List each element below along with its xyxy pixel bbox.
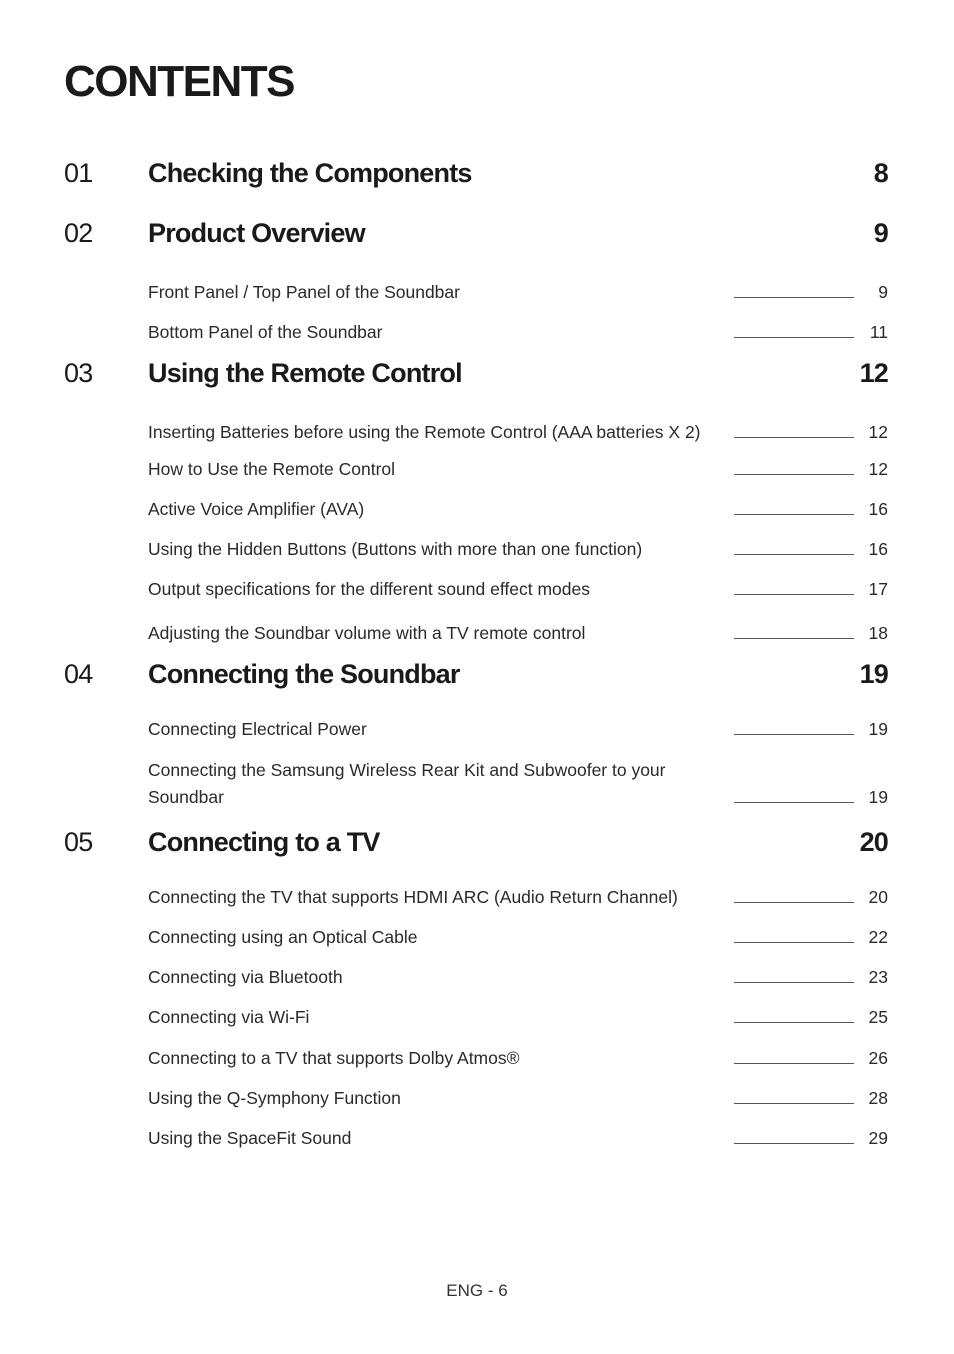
entry-title[interactable]: Connecting to a TV that supports Dolby Atmos® [148,1048,520,1068]
entry-page-number: 26 [868,1048,888,1068]
chapter-page-number: 9 [873,218,888,248]
entry-title[interactable]: Active Voice Amplifier (AVA) [148,499,365,519]
leader-line [734,514,854,515]
chapter-page-number: 20 [859,827,888,857]
entry-title[interactable]: Connecting via Bluetooth [148,967,343,987]
chapter-title[interactable]: Product Overview [148,218,365,248]
entry-page-number: 28 [868,1088,888,1108]
toc-entry[interactable] [0,1125,954,1152]
entry-page-number: 12 [868,459,888,479]
entry-page-number: 23 [868,967,888,987]
entry-title[interactable]: Using the Q-Symphony Function [148,1088,401,1108]
entry-page-number: 11 [869,322,888,342]
entry-title[interactable]: Connecting via Wi-Fi [148,1007,310,1027]
toc-entry[interactable] [0,884,954,911]
entry-page-number: 20 [868,887,888,907]
leader-line [734,554,854,555]
chapter-page-number: 19 [859,659,888,689]
toc-entry[interactable] [0,536,954,563]
toc-chapter[interactable] [0,654,954,694]
entry-page-number: 22 [868,927,888,947]
leader-line [734,982,854,983]
toc-entry[interactable] [0,1004,954,1031]
leader-line [734,802,854,803]
entry-title[interactable]: Inserting Batteries before using the Remote Control (AAA batteries X 2) [148,422,701,442]
page-title: CONTENTS [64,57,294,106]
entry-page-number: 25 [868,1007,888,1027]
chapter-page-number: 8 [873,158,888,188]
entry-page-number: 17 [868,579,888,599]
entry-title[interactable]: Output specifications for the different sound effect modes [148,579,590,599]
leader-line [734,437,854,438]
toc-entry[interactable] [0,496,954,523]
toc-entry[interactable] [0,456,954,483]
leader-line [734,297,854,298]
entry-page-number: 16 [868,499,888,519]
leader-line [734,337,854,338]
entry-title[interactable]: Connecting using an Optical Cable [148,927,418,947]
entry-title[interactable]: Using the SpaceFit Sound [148,1128,352,1148]
chapter-title[interactable]: Connecting to a TV [148,827,380,857]
chapter-title[interactable]: Checking the Components [148,158,472,188]
leader-line [734,1143,854,1144]
leader-line [734,942,854,943]
leader-line [734,594,854,595]
toc-entry[interactable] [0,319,954,346]
chapter-number: 01 [64,158,93,188]
entry-title[interactable]: Adjusting the Soundbar volume with a TV remote control [148,623,586,643]
entry-title[interactable]: Connecting Electrical Power [148,719,367,739]
toc-entry[interactable] [0,620,954,647]
toc-chapter[interactable] [0,353,954,393]
toc-entry[interactable] [0,964,954,991]
chapter-number: 02 [64,218,93,248]
entry-page-number: 18 [868,623,888,643]
toc-chapter[interactable] [0,153,954,193]
entry-title[interactable]: Bottom Panel of the Soundbar [148,322,383,342]
entry-title[interactable]: Front Panel / Top Panel of the Soundbar [148,282,460,302]
entry-title[interactable]: How to Use the Remote Control [148,459,396,479]
entry-page-number: 19 [868,719,888,739]
chapter-page-number: 12 [859,358,888,388]
entry-page-number: 16 [868,539,888,559]
entry-page-number: 9 [878,282,888,302]
leader-line [734,638,854,639]
leader-line [734,902,854,903]
entry-title[interactable]: Using the Hidden Buttons (Buttons with more than one function) [148,539,643,559]
page-footer: ENG - 6 [446,1281,508,1300]
toc-entry[interactable] [0,279,954,306]
entry-page-number: 29 [868,1128,888,1148]
toc-entry[interactable] [0,924,954,951]
leader-line [734,734,854,735]
toc-entry[interactable] [0,576,954,603]
leader-line [734,1103,854,1104]
leader-line [734,474,854,475]
chapter-number: 03 [64,358,93,388]
toc-entry[interactable] [0,757,954,811]
entry-title[interactable]: Connecting the TV that supports HDMI ARC (Audio Return Channel) [148,887,678,907]
leader-line [734,1022,854,1023]
toc-entry[interactable] [0,1045,954,1072]
leader-line [734,1063,854,1064]
chapter-number: 04 [64,659,93,689]
toc-chapter[interactable] [0,213,954,253]
toc-chapter[interactable] [0,822,954,862]
toc-entry[interactable] [0,1085,954,1112]
toc-entry[interactable] [0,419,954,446]
chapter-title[interactable]: Connecting the Soundbar [148,659,460,689]
entry-page-number: 19 [868,787,888,807]
entry-title[interactable]: Connecting the Samsung Wireless Rear Kit and Subwoofer to your Soundbar [148,760,666,807]
chapter-title[interactable]: Using the Remote Control [148,358,462,388]
toc-entry[interactable] [0,716,954,743]
chapter-number: 05 [64,827,93,857]
entry-page-number: 12 [868,422,888,442]
